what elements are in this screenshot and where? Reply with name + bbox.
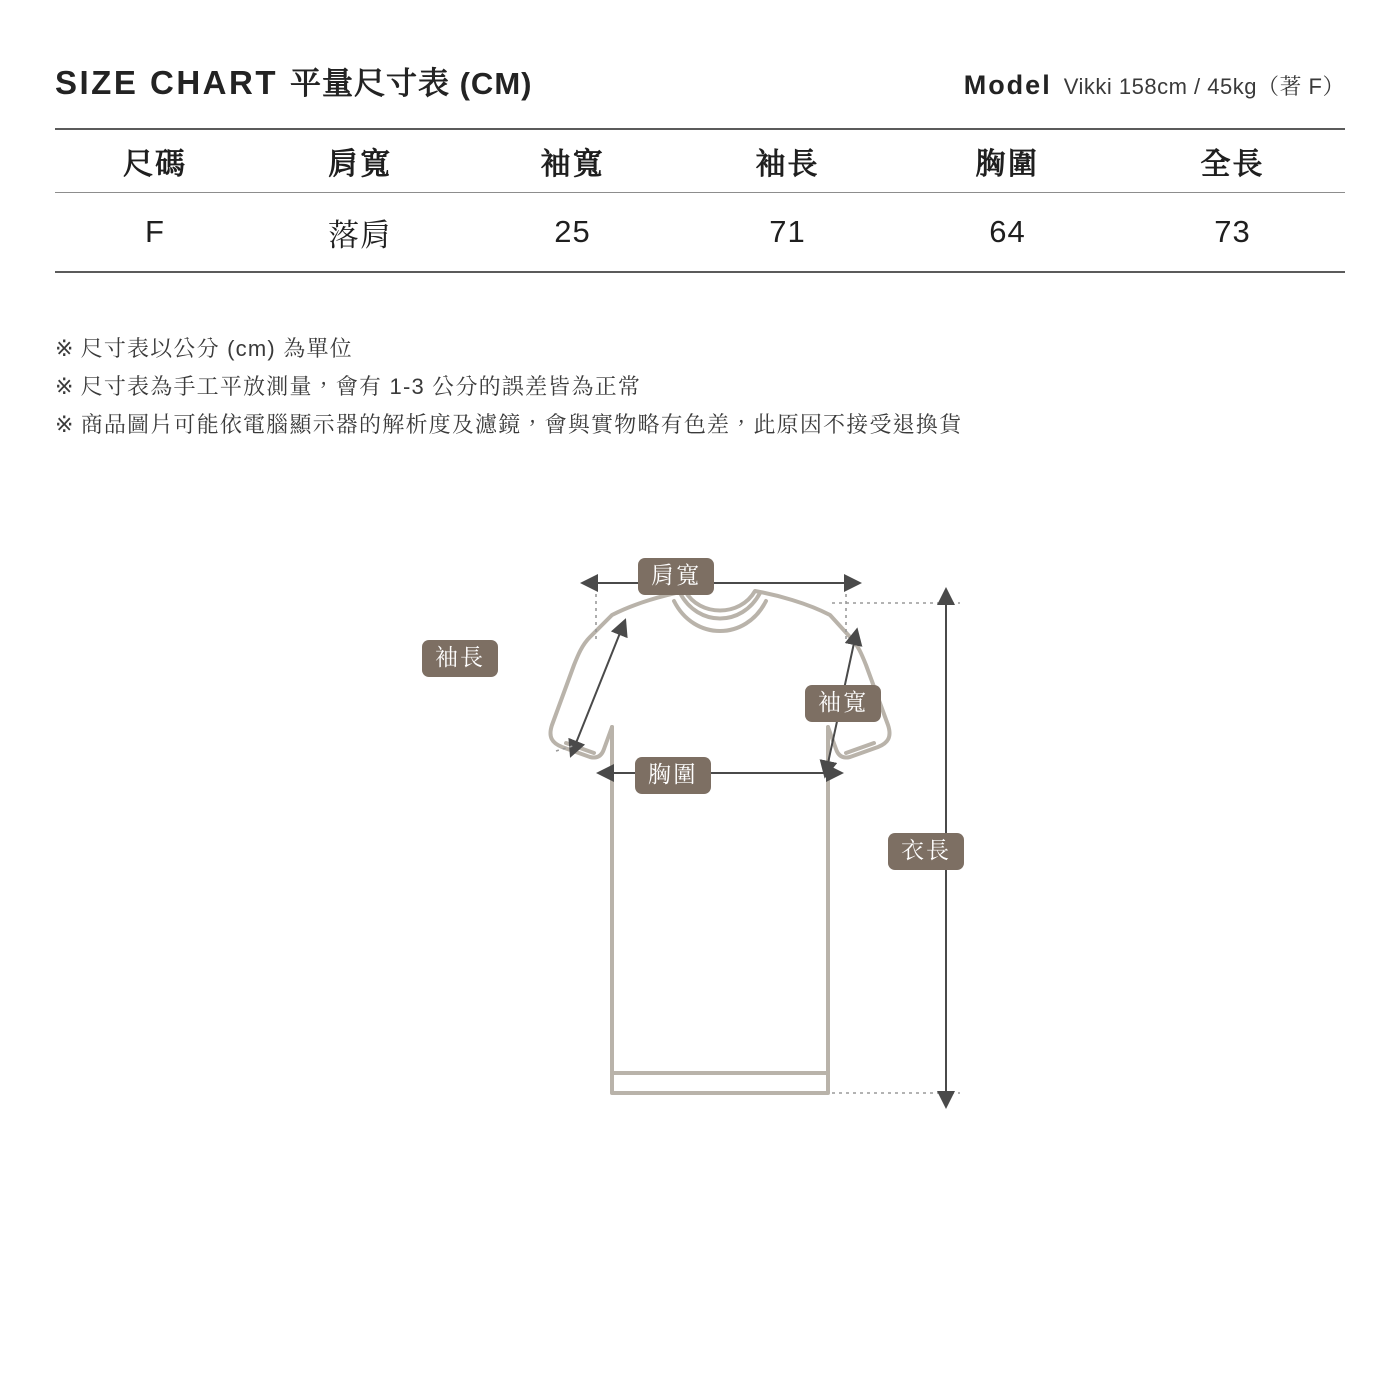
notes-list — [55, 330, 1345, 444]
table-row — [55, 193, 1345, 271]
note-mark-icon: ※ — [55, 336, 75, 361]
table-cell-size: F — [145, 214, 165, 249]
note-text: 商品圖片可能依電腦顯示器的解析度及濾鏡，會與實物略有色差，此原因不接受退換貨 — [80, 412, 963, 437]
table-header-cell: 全長 — [1200, 148, 1265, 181]
label-shoulder-width: 肩寬 — [638, 558, 714, 595]
note-mark-icon: ※ — [55, 374, 75, 399]
table-cell-sleeve-width: 25 — [554, 214, 591, 249]
label-sleeve-width: 袖寬 — [805, 685, 881, 722]
table-header-cell: 胸圍 — [975, 148, 1040, 181]
table-header-cell: 肩寬 — [328, 148, 392, 181]
model-label: Model — [963, 70, 1052, 100]
table-cell-shoulder: 落肩 — [328, 217, 392, 253]
page-title — [55, 58, 532, 103]
table-header-cell: 袖寬 — [540, 148, 605, 181]
title-chinese: 平量尺寸表 (CM) — [290, 66, 533, 101]
title-english: SIZE CHART — [55, 64, 278, 101]
table-cell-sleeve-length: 71 — [769, 214, 806, 249]
table-header-cell: 尺碼 — [123, 148, 187, 181]
garment-measurement-diagram — [380, 545, 1040, 1145]
model-value: Vikki 158cm / 45kg（著 F） — [1063, 74, 1345, 99]
table-cell-total-length: 73 — [1214, 214, 1251, 249]
note-text: 尺寸表以公分 (cm) 為單位 — [80, 336, 353, 361]
note-item — [55, 330, 1345, 368]
label-sleeve-length: 袖長 — [422, 640, 498, 677]
note-mark-icon: ※ — [55, 412, 75, 437]
table-bottom-rule — [55, 271, 1345, 273]
table-cell-bust: 64 — [989, 214, 1026, 249]
note-item — [55, 406, 1345, 444]
model-info — [964, 70, 1345, 101]
table-header-row — [55, 130, 1345, 192]
size-table — [55, 128, 1345, 273]
note-text: 尺寸表為手工平放測量，會有 1-3 公分的誤差皆為正常 — [80, 374, 642, 399]
table-header-cell: 袖長 — [755, 148, 820, 181]
tshirt-outline — [550, 591, 889, 1093]
note-item — [55, 368, 1345, 406]
header — [55, 58, 1345, 110]
label-garment-length: 衣長 — [888, 833, 964, 870]
label-bust: 胸圍 — [635, 757, 711, 794]
